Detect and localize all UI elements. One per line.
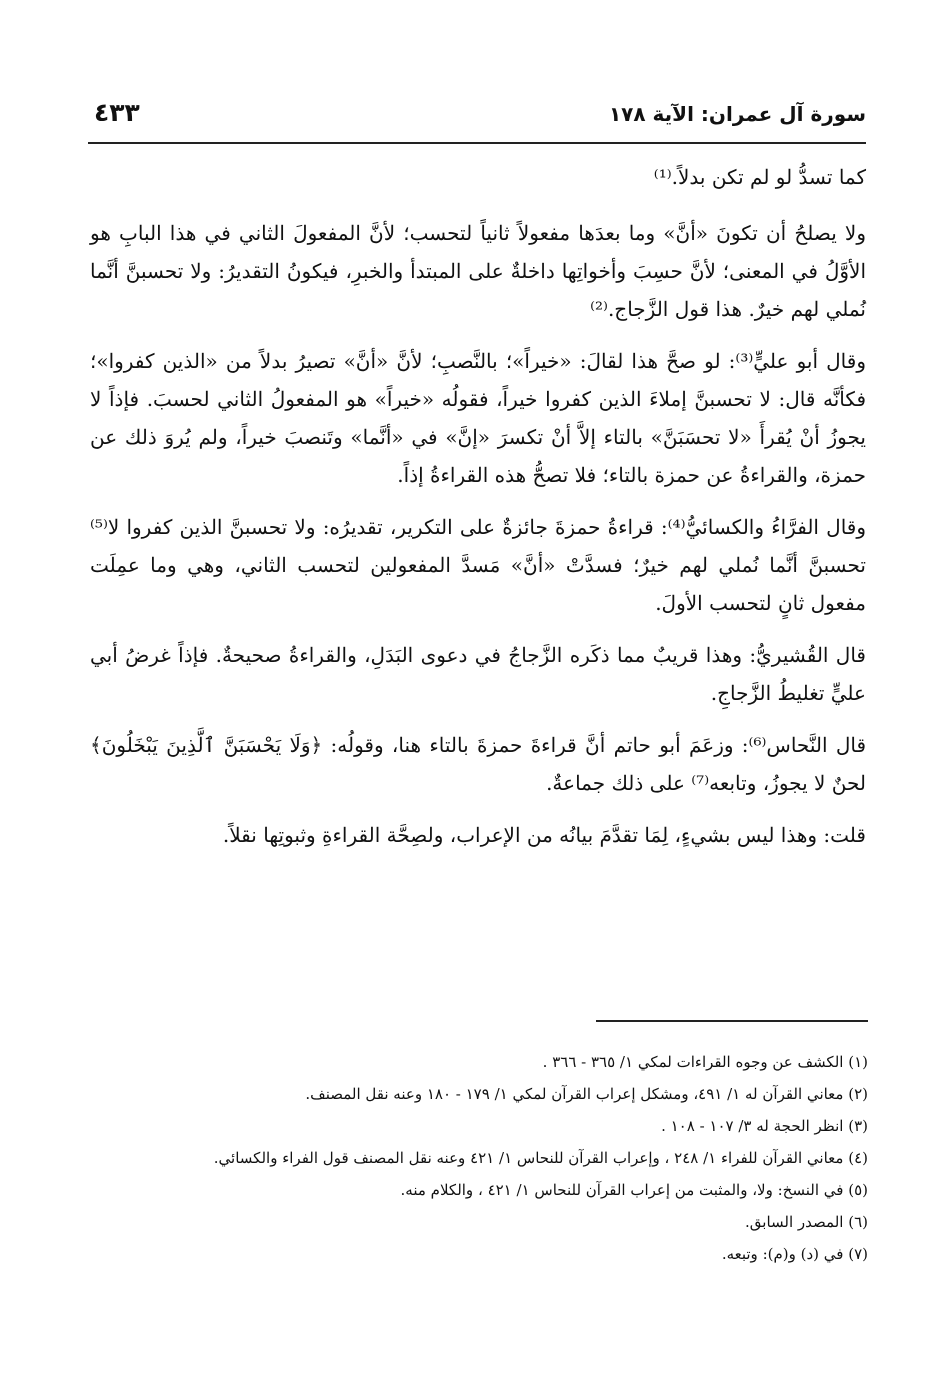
paragraph-2: ولا يصلحُ أن تكونَ «أنَّ» وما بعدَها مفعولاً ثانياً لتحسب؛ لأنَّ المفعولَ الثاني في هذا البابِ هو الأوَّلُ في المعنى؛ لأنَّ حسِبَ وأخواتِها داخلةٌ على المبتدأ والخبرِ، فيكونُ التقديرُ: ولا تحسبنَّ أنَّما نُملي لهم خيرٌ. هذا قول الزَّجاج.⁽²⁾ (90, 221, 866, 321)
footnote-7: (٧) في (د) و(م): وتبعه. (721, 1245, 868, 1263)
footnote-separator (596, 1020, 868, 1022)
footnote-5: (٥) في النسخ: ولا، والمثبت من إعراب القرآن للنحاس ١/ ٤٢١ ، والكلام منه. (400, 1181, 868, 1199)
paragraph-5: قال القُشيريُّ: وهذا قريبٌ مما ذكَره الزَّجاجُ في دعوى البَدَلِ، والقراءةُ صحيحةٌ. فإذاً غرضُ أبي عليٍّ تغليطُ الزَّجاجِ. (90, 643, 866, 705)
paragraph-6 (90, 726, 866, 802)
running-title: سورة آل عمران: الآية ١٧٨ (608, 102, 866, 126)
footnote-1: (١) الكشف عن وجوه القراءات لمكي ١/ ٣٦٥ - ٣٦٦ . (542, 1053, 868, 1071)
paragraph-3: وقال أبو عليٍّ⁽³⁾: لو صحَّ هذا لقالَ: «خيراً»؛ بالنَّصبِ؛ لأنَّ «أنَّ» تصيرُ بدلاً من «الذين كفروا»؛ فكأنَّه قال: لا تحسبنَّ إملاءَ الذين كفروا خيراً، فقولُه «خيراً» هو المفعولُ الثاني لحسبَ. فإذاً لا يجوزُ أنْ يُقرأَ «لا تحسَبَنَّ» بالتاء إلاَّ أنْ تكسرَ «إنَّ» في «أنَّما» وتَنصبَ خيراً، ولم يُروَ ذلك عن حمزة، والقراءةُ عن حمزة بالتاء؛ فلا تصحُّ هذه القراءةُ إذاً. (90, 349, 866, 487)
main-text (90, 158, 866, 868)
quran-verse: ﴿وَلَا يَحْسَبَنَّ ٱلَّذِينَ يَبْخَلُونَ﴾ (90, 733, 323, 757)
paragraph-6-start: قال النَّحاس⁽⁶⁾: وزعَمَ أبو حاتم أنَّ قراءةَ حمزةَ بالتاء هنا، وقولُه: (322, 733, 866, 757)
footnote-6: (٦) المصدر السابق. (745, 1213, 868, 1231)
paragraph-7: قلت: وهذا ليس بشيءٍ، لِمَا تقدَّمَ بيانُه من الإعراب، ولصِحَّة القراءةِ وثبوتِها نقلاً. (222, 823, 866, 847)
paragraph-6-end: لحنٌ لا يجوزُ، وتابعه⁽⁷⁾ على ذلك جماعةٌ. (546, 771, 866, 795)
footnotes (90, 1048, 868, 1272)
paragraph-1: كما تسدُّ لو لم تكن بدلاً.⁽¹⁾ (653, 165, 866, 189)
footnote-3: (٣) انظر الحجة له ٣/ ١٠٧ - ١٠٨ . (661, 1117, 868, 1135)
page-number: ٤٣٣ (94, 98, 140, 127)
footnote-4: (٤) معاني القرآن للفراء ١/ ٢٤٨ ، وإعراب القرآن للنحاس ١/ ٤٢١ وعنه نقل المصنف قول الفراء والكسائي. (213, 1149, 868, 1167)
footnote-2: (٢) معاني القرآن له ١/ ٤٩١، ومشكل إعراب القرآن لمكي ١/ ١٧٩ - ١٨٠ وعنه نقل المصنف. (305, 1085, 868, 1103)
paragraph-4: وقال الفرَّاءُ والكسائيُّ⁽⁴⁾: قراءةُ حمزةَ جائزةٌ على التكرير، تقديرُه: ولا تحسبنَّ الذين كفروا لا⁽⁵⁾ تحسبنَّ أنَّما نُملي لهم خيرٌ؛ فسدَّتْ «أنَّ» مَسدَّ المفعولين لتحسب الثاني، وهي وما عمِلَت مفعول ثانٍ لتحسب الأولَ. (90, 515, 867, 615)
page-header (88, 92, 866, 144)
